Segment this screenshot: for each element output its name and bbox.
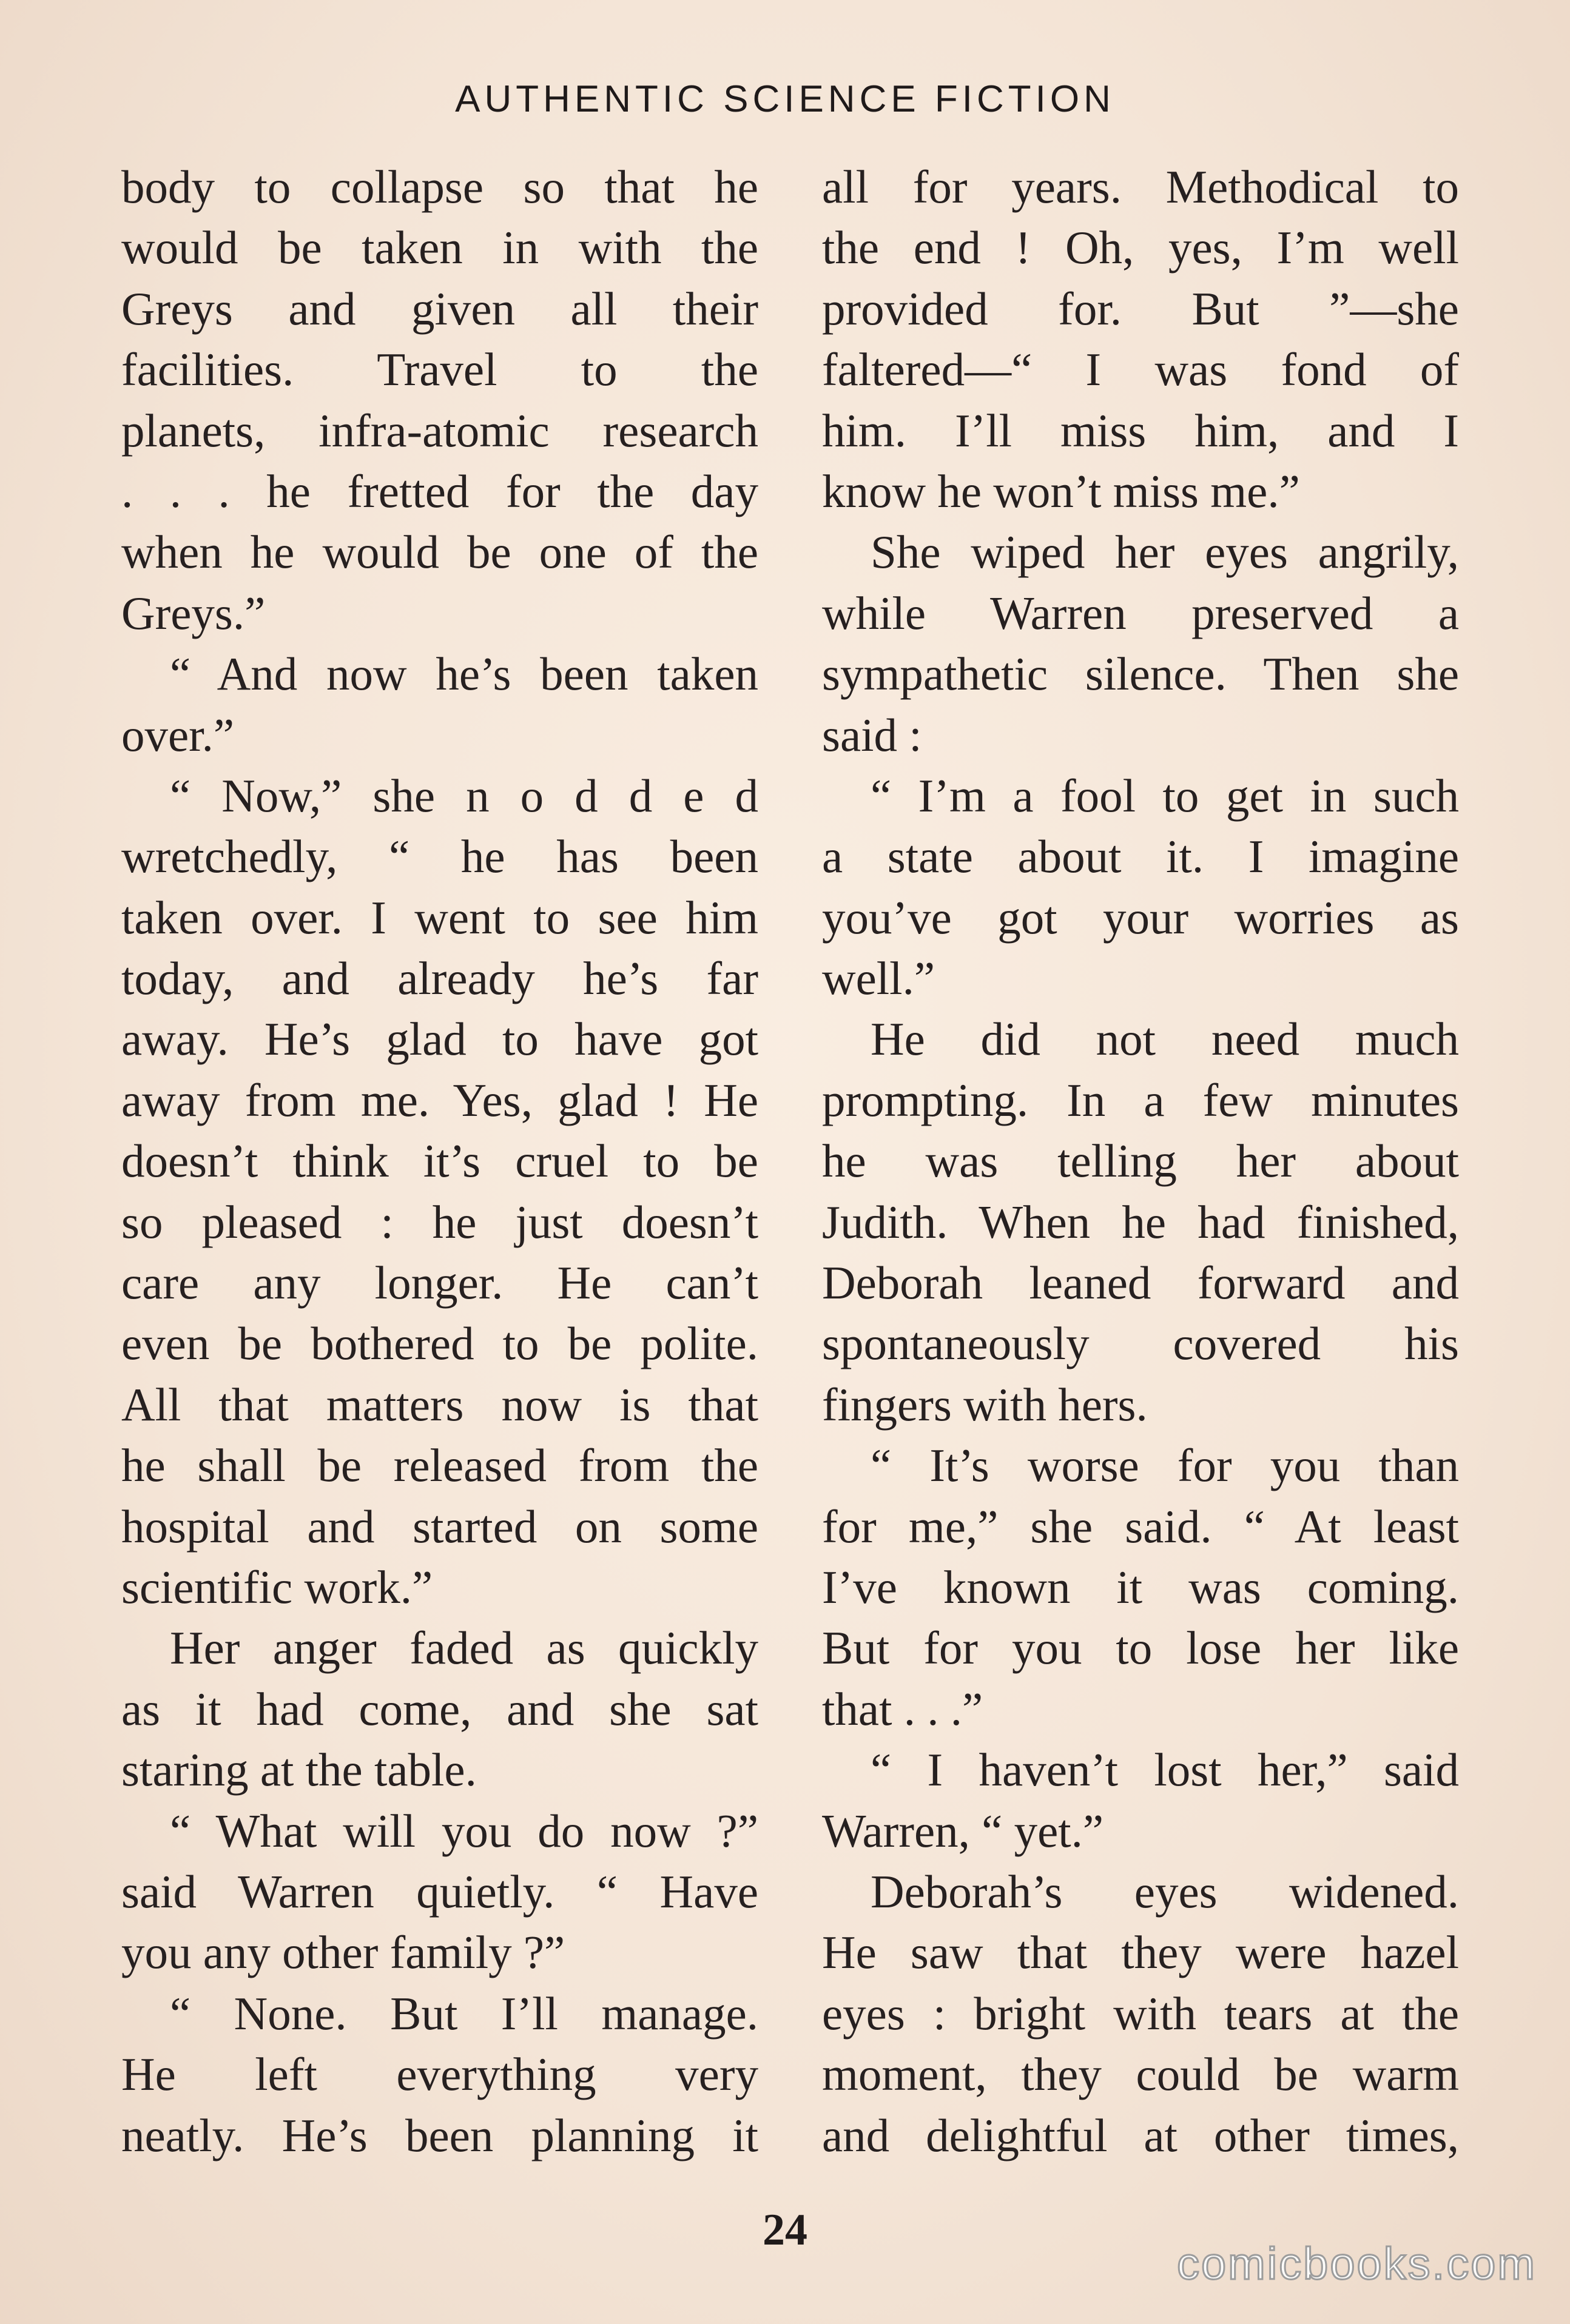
text-line: taken over. I went to see him: [121, 891, 758, 944]
text-line: away. He’s glad to have got: [121, 1013, 758, 1066]
text-line: the end ! Oh, yes, I’m well: [822, 221, 1459, 274]
text-line: He saw that they were hazel: [822, 1926, 1459, 1979]
watermark: comicbooks.com: [1176, 2238, 1537, 2289]
text-line: Greys.”: [121, 586, 266, 639]
text-line: when he would be one of the: [121, 526, 758, 579]
text-line: wretchedly, “ he has been: [121, 830, 758, 883]
text-line: Judith. When he had finished,: [822, 1195, 1459, 1248]
text-line: a state about it. I imagine: [822, 830, 1459, 883]
text-line: fingers with hers.: [822, 1378, 1148, 1431]
text-line: body to collapse so that he: [121, 161, 758, 213]
text-line: All that matters now is that: [121, 1378, 758, 1431]
text-line: him. I’ll miss him, and I: [822, 404, 1459, 457]
text-line: spontaneously covered his: [822, 1317, 1459, 1370]
text-line: as it had come, and she sat: [121, 1682, 758, 1735]
text-line: moment, they could be warm: [822, 2048, 1459, 2101]
text-line: he was telling her about: [822, 1135, 1459, 1187]
left-text-column: [121, 156, 758, 2166]
text-line: away from me. Yes, glad ! He: [121, 1073, 758, 1126]
text-line: “ None. But I’ll manage.: [170, 1987, 758, 2040]
text-line: provided for. But ”—she: [822, 282, 1459, 335]
text-line: sympathetic silence. Then she: [822, 648, 1459, 700]
text-line: “ I haven’t lost her,” said: [871, 1744, 1459, 1796]
text-line: you’ve got your worries as: [822, 891, 1459, 944]
text-line: eyes : bright with tears at the: [822, 1987, 1459, 2040]
text-line: prompting. In a few minutes: [822, 1073, 1459, 1126]
text-line: Greys and given all their: [121, 282, 758, 335]
text-line: She wiped her eyes angrily,: [871, 526, 1459, 579]
text-line: care any longer. He can’t: [121, 1257, 758, 1309]
text-line: said :: [822, 708, 922, 761]
page-number: 24: [763, 2205, 807, 2255]
text-line: “ What will you do now ?”: [170, 1804, 758, 1857]
text-line: “ I’m a fool to get in such: [871, 769, 1459, 822]
text-line: . . . he fretted for the day: [121, 465, 758, 517]
text-line: staring at the table.: [121, 1744, 477, 1796]
text-line: facilities. Travel to the: [121, 343, 758, 396]
text-line: planets, infra-atomic research: [121, 404, 758, 457]
text-line: he shall be released from the: [121, 1439, 758, 1492]
text-line: all for years. Methodical to: [822, 161, 1459, 213]
text-line: even be bothered to be polite.: [121, 1317, 758, 1370]
text-line: over.”: [121, 708, 234, 761]
text-line: and delightful at other times,: [822, 2109, 1459, 2161]
text-line: “ Now,” she n o d d e d: [170, 769, 758, 822]
text-line: Warren, “ yet.”: [822, 1804, 1104, 1857]
text-line: know he won’t miss me.”: [822, 465, 1300, 517]
text-line: Deborah’s eyes widened.: [871, 1865, 1459, 1918]
text-line: today, and already he’s far: [121, 952, 758, 1005]
text-line: faltered—“ I was fond of: [822, 343, 1459, 396]
text-line: neatly. He’s been planning it: [121, 2109, 758, 2161]
text-line: so pleased : he just doesn’t: [121, 1195, 758, 1248]
text-line: He did not need much: [871, 1013, 1459, 1066]
text-line: said Warren quietly. “ Have: [121, 1865, 758, 1918]
right-text-column: [822, 156, 1459, 2166]
text-line: But for you to lose her like: [822, 1622, 1459, 1674]
running-header: AUTHENTIC SCIENCE FICTION: [455, 78, 1115, 120]
text-line: well.”: [822, 952, 935, 1005]
text-line: would be taken in with the: [121, 221, 758, 274]
text-line: Her anger faded as quickly: [170, 1622, 758, 1674]
text-line: that . . .”: [822, 1682, 983, 1735]
text-line: for me,” she said. “ At least: [822, 1500, 1459, 1553]
text-line: He left everything very: [121, 2048, 758, 2101]
text-line: while Warren preserved a: [822, 586, 1459, 639]
text-line: hospital and started on some: [121, 1500, 758, 1553]
text-line: I’ve known it was coming.: [822, 1560, 1459, 1613]
text-line: scientific work.”: [121, 1560, 433, 1613]
text-line: “ It’s worse for you than: [871, 1439, 1459, 1492]
text-line: “ And now he’s been taken: [170, 648, 758, 700]
text-line: doesn’t think it’s cruel to be: [121, 1135, 758, 1187]
text-line: you any other family ?”: [121, 1926, 565, 1979]
text-line: Deborah leaned forward and: [822, 1257, 1459, 1309]
